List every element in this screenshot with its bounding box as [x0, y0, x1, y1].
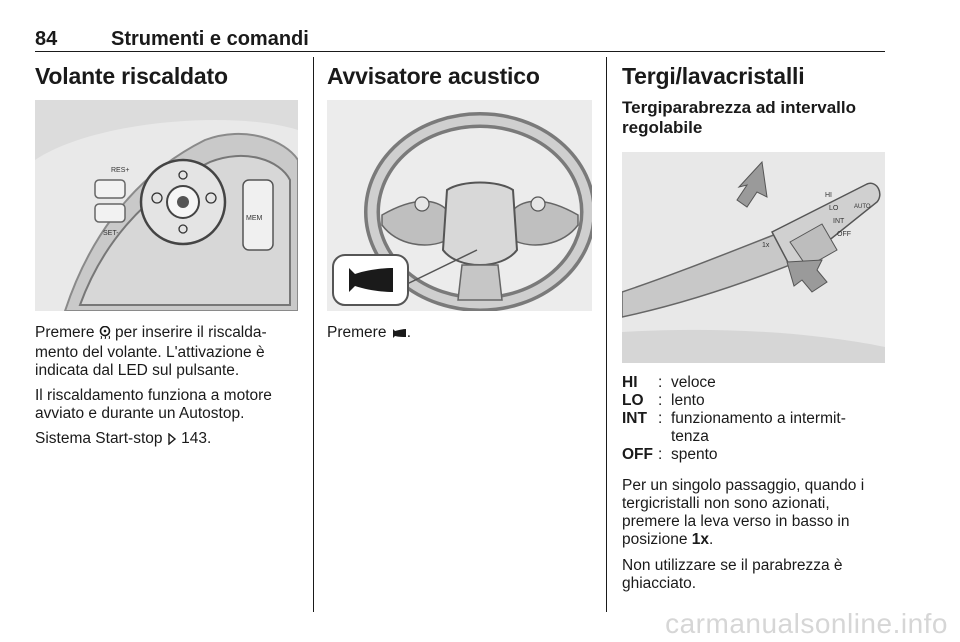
auto-label: AUTO: [854, 204, 871, 210]
one-x-label: 1x: [762, 242, 770, 249]
col1-p2-line2: avviato e durante un Autostop.: [35, 405, 245, 422]
section-heated-steering-wheel: [35, 62, 300, 90]
definition-row: [622, 374, 884, 392]
definition-row: [622, 446, 884, 464]
lo-label: LO: [829, 205, 839, 212]
subtitle-line-2: regolabile: [622, 118, 703, 137]
col1-p1-before: Premere: [35, 324, 99, 341]
page-number: 84: [35, 28, 58, 50]
definition-row: [622, 392, 884, 410]
col1-paragraph-2: [35, 387, 300, 423]
section-horn: [327, 62, 595, 90]
column-divider-1: [313, 57, 314, 612]
horn-icon: [391, 326, 407, 344]
definition-term: HI: [622, 374, 638, 391]
col1-p3-before: Sistema Start-stop: [35, 430, 167, 447]
col2-p1-before: Premere: [327, 324, 391, 341]
subsection-title: [622, 98, 884, 138]
heated-steering-icon: [99, 326, 111, 344]
definition-separator: :: [658, 446, 663, 463]
col3-p1-line3: premere la leva verso in basso in: [622, 513, 850, 530]
page-header: [35, 28, 885, 50]
mem-label: MEM: [246, 215, 263, 222]
col1-p1-after: per inserire il riscalda-: [110, 324, 267, 341]
definition-text: veloce: [671, 374, 716, 391]
col2-p1-after: .: [406, 324, 412, 341]
col3-paragraph-1: [622, 477, 887, 549]
steering-wheel-horn-illustration: [327, 100, 592, 311]
col2-paragraph-1: [327, 324, 592, 344]
res-label: RES+: [111, 167, 130, 174]
definition-text-line-2: tenza: [671, 428, 709, 445]
set-label: SET-: [103, 230, 119, 237]
section-title: Volante riscaldato: [35, 63, 228, 89]
definition-row: [622, 410, 884, 446]
int-label: INT: [833, 218, 845, 225]
col3-p2-line1: Non utilizzare se il parabrezza è: [622, 557, 843, 574]
definition-text: spento: [671, 446, 718, 463]
col3-p2-line2: ghiacciato.: [622, 575, 697, 592]
definition-term: INT: [622, 410, 647, 427]
chapter-title: Strumenti e comandi: [111, 28, 309, 50]
col3-p1-line1: Per un singolo passaggio, quando i: [622, 477, 865, 494]
definition-separator: :: [658, 410, 663, 427]
col1-p2-line1: Il riscaldamento funziona a motore: [35, 387, 272, 404]
off-label: OFF: [837, 231, 851, 238]
header-divider: [35, 51, 885, 52]
steering-wheel-controls-illustration: [35, 100, 298, 311]
section-wipers: [622, 62, 884, 138]
hi-label: HI: [825, 192, 832, 199]
section-title: Avvisatore acustico: [327, 63, 540, 89]
definition-text: [671, 410, 884, 446]
column-divider-2: [606, 57, 607, 612]
wiper-lever-illustration: [622, 152, 885, 363]
col3-p1-line4-bold: 1x: [691, 531, 710, 548]
definition-separator: :: [658, 374, 663, 391]
col1-p1-line2: mento del volante. L'attivazione è: [35, 344, 265, 361]
col1-p1-line3: indicata dal LED sul pulsante.: [35, 362, 240, 379]
definition-separator: :: [658, 392, 663, 409]
col1-paragraph-1: [35, 324, 300, 380]
col1-p3-after: 143.: [176, 430, 212, 447]
col1-paragraph-3: [35, 430, 300, 450]
col3-paragraph-2: [622, 557, 887, 593]
definition-text: lento: [671, 392, 705, 409]
col3-p1-line2: tergicristalli non sono azionati,: [622, 495, 830, 512]
wiper-positions-list: [622, 374, 884, 464]
watermark: carmanualsonline.info: [665, 608, 948, 639]
page-reference-arrow-icon: [167, 432, 177, 450]
col3-p1-line4-before: posizione: [622, 531, 692, 548]
definition-term: LO: [622, 392, 644, 409]
col3-p1-line4-after: .: [709, 531, 714, 548]
subtitle-line-1: Tergiparabrezza ad intervallo: [622, 98, 856, 117]
definition-term: OFF: [622, 446, 653, 463]
definition-text-line-1: funzionamento a intermit-: [671, 410, 846, 427]
section-title: Tergi/lavacristalli: [622, 63, 805, 89]
